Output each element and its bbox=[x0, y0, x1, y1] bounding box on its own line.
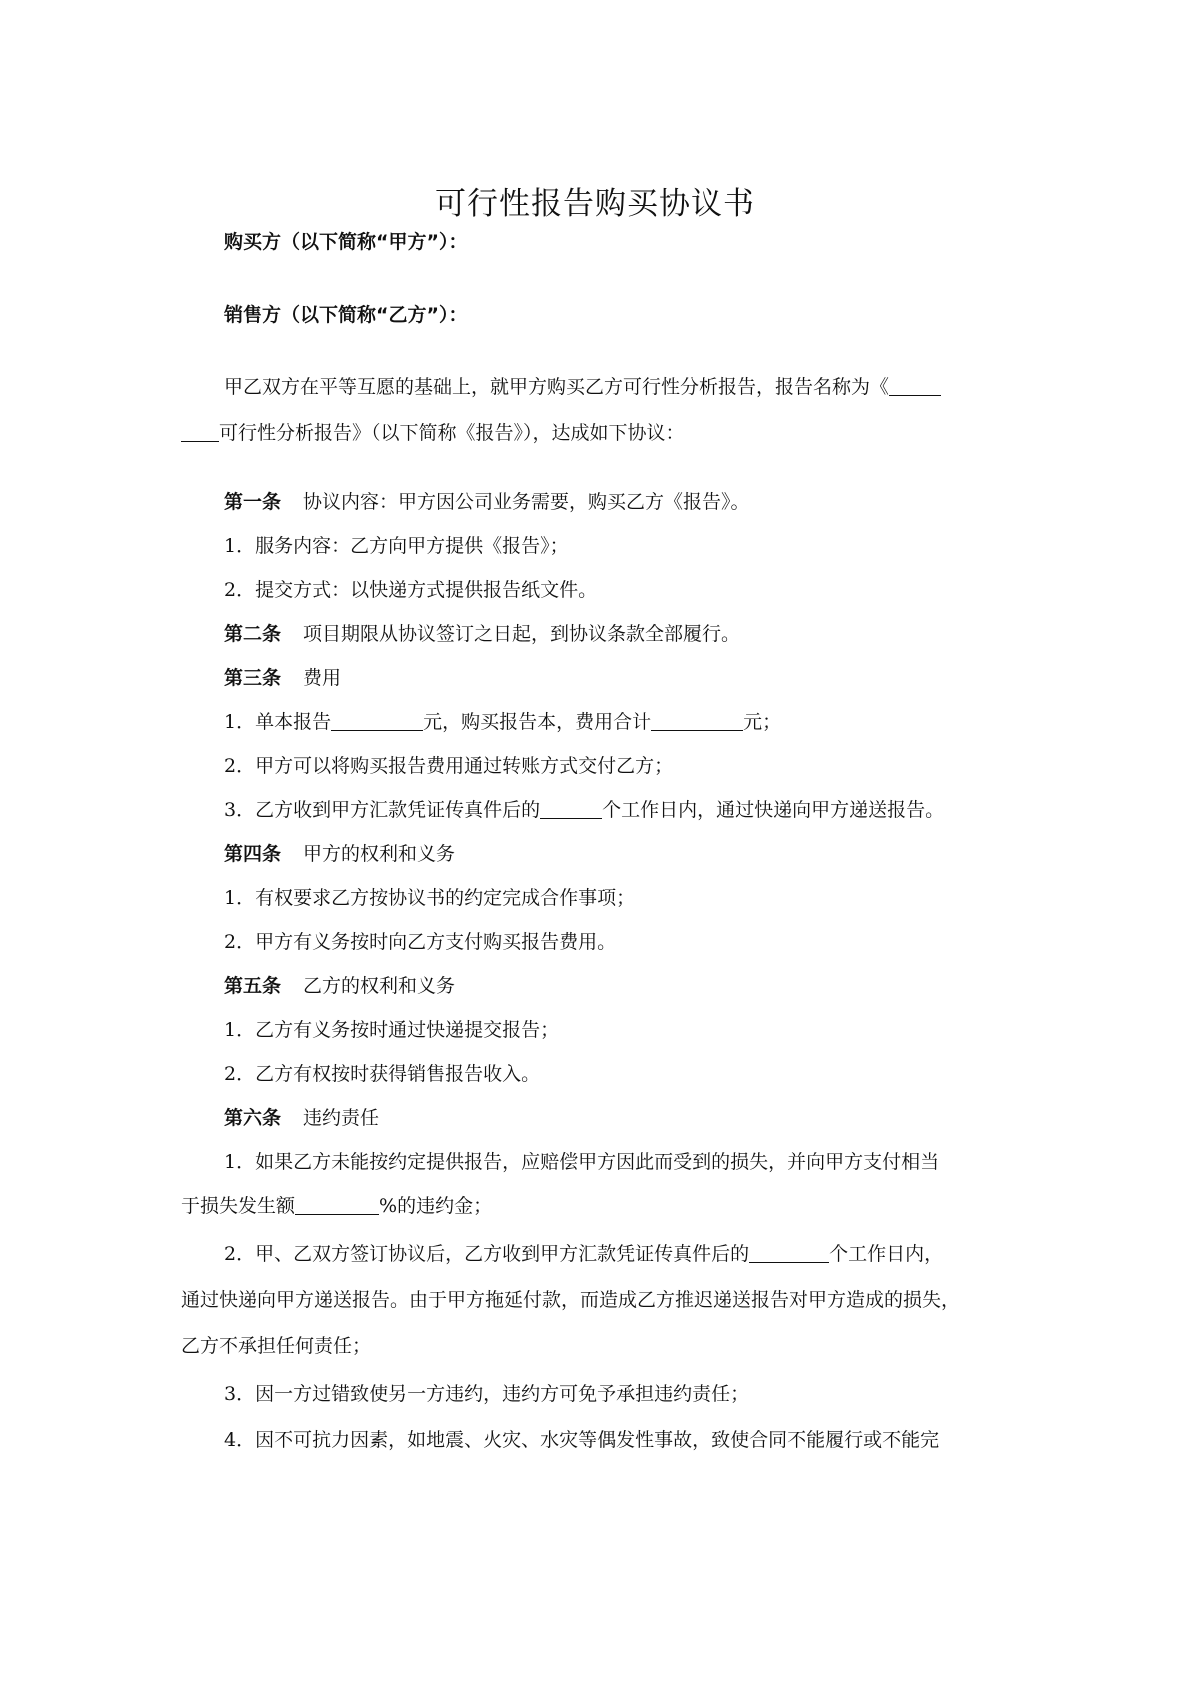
article-1-heading: 第一条 bbox=[224, 491, 282, 513]
currency-suffix: 元； bbox=[743, 711, 782, 733]
article-5 bbox=[224, 972, 1064, 1000]
seller-party-line: 销售方（以下简称“乙方”）： bbox=[224, 304, 468, 326]
article-4-heading: 第四条 bbox=[224, 843, 282, 865]
article-6-item-1-line-2 bbox=[181, 1192, 1021, 1220]
buyer-party-line: 购买方（以下简称“甲方”）： bbox=[224, 231, 468, 253]
article-3-item-3 bbox=[224, 796, 1064, 824]
article-1 bbox=[224, 488, 1064, 516]
article-3-heading: 第三条 bbox=[224, 667, 282, 689]
preamble-text-2: 可行性分析报告》（以下简称《报告》），达成如下协议： bbox=[219, 422, 685, 444]
document-title: 可行性报告购买协议书 bbox=[435, 186, 755, 222]
preamble-text-1: 甲乙双方在平等互愿的基础上，就甲方购买乙方可行性分析报告，报告名称为《 bbox=[224, 376, 890, 398]
total-cost-label: 元，购买报告本，费用合计 bbox=[423, 711, 652, 733]
report-name-blank bbox=[889, 375, 941, 396]
article-3-text: 费用 bbox=[303, 667, 342, 689]
article-3-item-1 bbox=[224, 708, 1064, 736]
article-6-text: 违约责任 bbox=[303, 1107, 380, 1129]
article-6-item-2-line-3: 乙方不承担任何责任； bbox=[181, 1335, 372, 1357]
article-5-text: 乙方的权利和义务 bbox=[303, 975, 456, 997]
delivery-days-label: 3．乙方收到甲方汇款凭证传真件后的 bbox=[224, 799, 541, 821]
preamble-line-2 bbox=[181, 419, 1021, 447]
article-3-item-2: 2．甲方可以将购买报告费用通过转账方式交付乙方； bbox=[224, 755, 674, 777]
unit-price-label: 1．单本报告 bbox=[224, 711, 332, 733]
article-2 bbox=[224, 620, 1064, 648]
article-6-item-2-line-1 bbox=[224, 1240, 1064, 1268]
article-1-text: 协议内容：甲方因公司业务需要，购买乙方《报告》。 bbox=[303, 491, 750, 513]
article-2-heading: 第二条 bbox=[224, 623, 282, 645]
payment-days-label: 2．甲、乙双方签订协议后，乙方收到甲方汇款凭证传真件后的 bbox=[224, 1243, 750, 1265]
article-6-item-1-line-1: 1．如果乙方未能按约定提供报告，应赔偿甲方因此而受到的损失，并向甲方支付相当 bbox=[224, 1151, 940, 1173]
penalty-label: 于损失发生额 bbox=[181, 1195, 296, 1217]
article-6 bbox=[224, 1104, 1064, 1132]
delivery-days-blank bbox=[540, 798, 602, 819]
article-4-text: 甲方的权利和义务 bbox=[303, 843, 456, 865]
article-1-item-1: 1．服务内容：乙方向甲方提供《报告》； bbox=[224, 535, 569, 557]
article-6-item-2-line-2: 通过快递向甲方递送报告。由于甲方拖延付款，而造成乙方推迟递送报告对甲方造成的损失， bbox=[181, 1289, 961, 1311]
article-5-item-1: 1．乙方有义务按时通过快递提交报告； bbox=[224, 1019, 560, 1041]
article-5-item-2: 2．乙方有权按时获得销售报告收入。 bbox=[224, 1063, 541, 1085]
article-4-item-1: 1．有权要求乙方按协议书的约定完成合作事项； bbox=[224, 887, 636, 909]
article-4 bbox=[224, 840, 1064, 868]
article-5-heading: 第五条 bbox=[224, 975, 282, 997]
penalty-suffix: %的违约金； bbox=[379, 1195, 493, 1217]
delivery-days-suffix: 个工作日内，通过快递向甲方递送报告。 bbox=[602, 799, 945, 821]
unit-price-blank bbox=[331, 710, 423, 731]
total-cost-blank bbox=[651, 710, 743, 731]
report-name-blank-cont bbox=[181, 421, 219, 442]
article-3 bbox=[224, 664, 1064, 692]
article-1-item-2: 2．提交方式：以快递方式提供报告纸文件。 bbox=[224, 579, 598, 601]
article-4-item-2: 2．甲方有义务按时向乙方支付购买报告费用。 bbox=[224, 931, 617, 953]
article-6-heading: 第六条 bbox=[224, 1107, 282, 1129]
article-6-item-3: 3．因一方过错致使另一方违约，违约方可免予承担违约责任； bbox=[224, 1383, 750, 1405]
penalty-rate-blank bbox=[295, 1194, 379, 1215]
payment-days-suffix: 个工作日内， bbox=[829, 1243, 944, 1265]
article-6-item-4: 4．因不可抗力因素，如地震、火灾、水灾等偶发性事故，致使合同不能履行或不能完 bbox=[224, 1429, 940, 1451]
preamble-line-1 bbox=[224, 373, 1064, 401]
payment-days-blank bbox=[749, 1242, 829, 1263]
article-2-text: 项目期限从协议签订之日起，到协议条款全部履行。 bbox=[303, 623, 741, 645]
